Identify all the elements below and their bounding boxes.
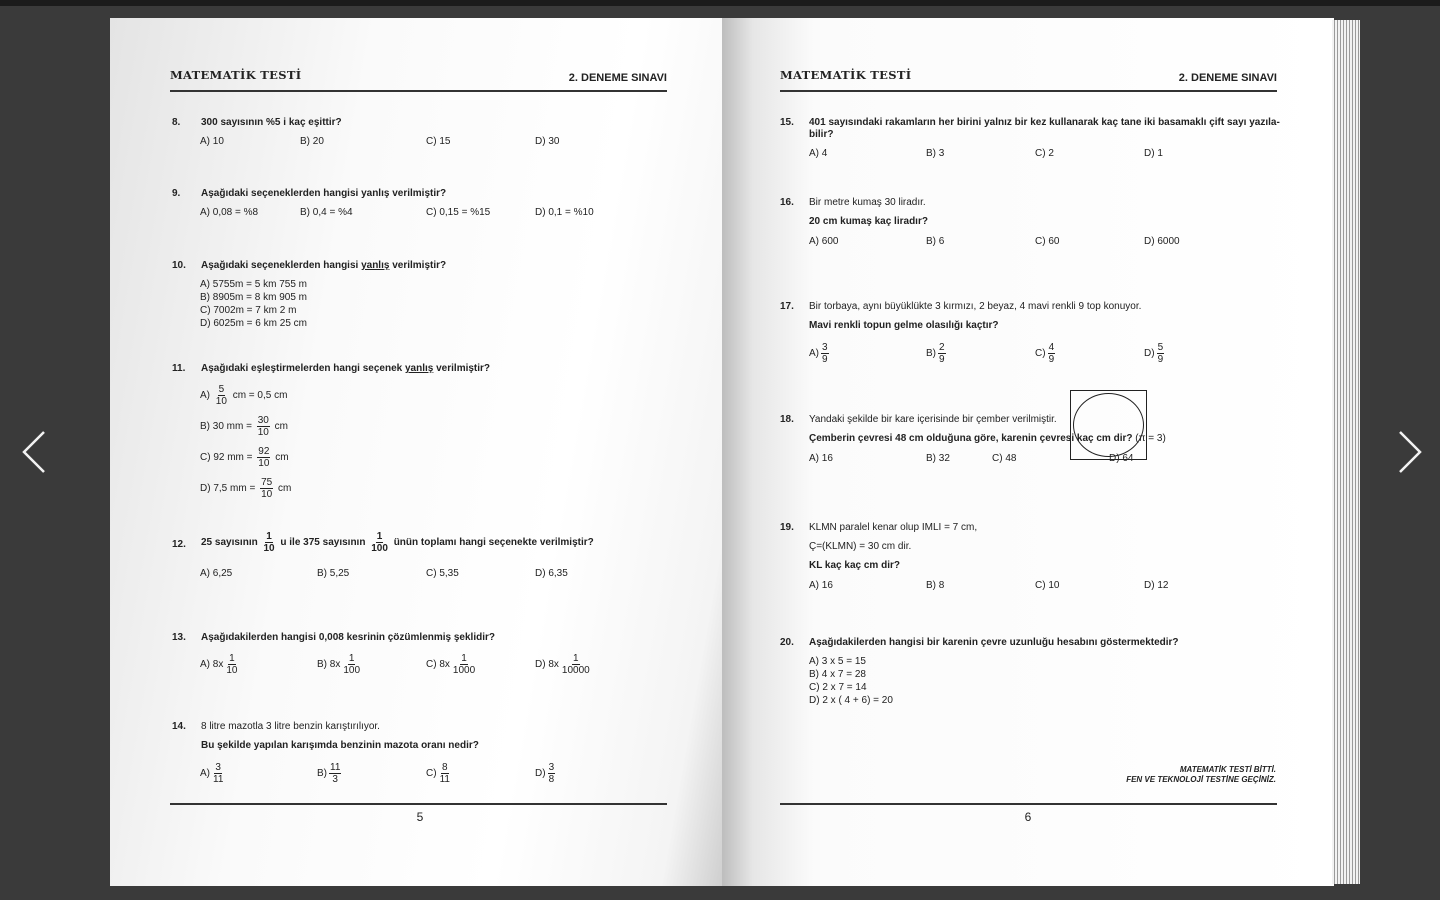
q18-option-c: C) 48 bbox=[992, 453, 1017, 464]
q9-option-c: C) 0,15 = %15 bbox=[426, 207, 491, 218]
q10-option-a: A) 5755m = 5 km 755 m bbox=[200, 279, 307, 290]
q15-option-c: C) 2 bbox=[1035, 148, 1054, 159]
q17-option-b: B) $\frac{2}{9}$ bbox=[926, 342, 945, 365]
q12-option-a: A) 6,25 bbox=[200, 568, 233, 579]
q10-option-d: D) 6025m = 6 km 25 cm bbox=[200, 318, 307, 329]
page-stack-edges bbox=[1332, 20, 1360, 884]
q17-option-a: A) $\frac{3}{9}$ bbox=[809, 342, 828, 365]
q19-option-a: A) 16 bbox=[809, 580, 833, 591]
q11-option-a: A) $\frac{5}{10}$ cm = 0,5 cm bbox=[200, 384, 288, 407]
question-12: 12. 25 sayısının $\frac{1}{10}$ u ile 375 sayısının $\frac{1}{100}$ ünün toplamı hangi seçenekte verilmiştir? bbox=[172, 531, 594, 554]
q15-option-d: D) 1 bbox=[1144, 148, 1163, 159]
q14-option-b: B) $\frac{11}{3}$ bbox=[317, 762, 341, 785]
next-page-arrow-icon[interactable] bbox=[1398, 430, 1422, 474]
q8-option-d: D) 30 bbox=[535, 136, 560, 147]
q18-option-d: D) 64 bbox=[1109, 453, 1134, 464]
page-header bbox=[170, 68, 667, 92]
q20-option-d: D) 2 x ( 4 + 6) = 20 bbox=[809, 695, 893, 706]
q17-option-c: C) $\frac{4}{9}$ bbox=[1035, 342, 1055, 365]
square-with-circle-figure bbox=[1070, 390, 1147, 460]
header-title: MATEMATİK TESTİ bbox=[780, 68, 912, 82]
q16-option-d: D) 6000 bbox=[1144, 236, 1180, 247]
q18-option-a: A) 16 bbox=[809, 453, 833, 464]
q9-option-d: D) 0,1 = %10 bbox=[535, 207, 594, 218]
q17-option-d: D) $\frac{5}{9}$ bbox=[1144, 342, 1164, 365]
q13-option-d: D) 8x $\frac{1}{10000}$ bbox=[535, 653, 590, 676]
left-page[interactable]: MATEMATİK TESTİ 2. DENEME SINAVI 8. 300 sayısının %5 i kaç eşittir? A) 10 B) 20 C) 15 D) 30 9. Aşağıdaki seçeneklerden hangisi yanlış verilmiştir? A) 0,08 = %8 B) 0,4 = %4 C) 0,15 = %15 D) 0,1 = %10 10. Aşağıdaki seçeneklerden hangisi yanlış verilmiştir? A) 5755m = 5 km 755 m B) 8905m = 8 km 905 m C) 7002m = 7 km 2 m D) 6025m = 6 km 25 cm 11. Aşağıdaki eşleştirmelerden hangi seçenek yanlış verilmiştir? A) $\frac{5}{10}$ cm = 0,5 cm B) 30 mm = $\frac{30}{10}$ cm C) 92 mm = $\frac{92}{10}$ cm D) 7,5 mm = $\frac{75}{10}$ cm 12. 25 sayısının $\frac{1}{10}$ u ile 375 sayısının $\frac{1}{100}$ ünün toplamı hangi seçenekte verilmiştir? A) 6,25 B) 5,25 C) 5,35 D) 6,35 13. Aşağıdakilerden hangisi 0,008 kesrinin çözümlenmiş şeklidir? A) 8x $\frac{1}{10}$ B) 8x $\frac{1}{100}$ C) 8x $\frac{1}{1000}$ D) 8x $\frac{1}{10000}$ 14. 8 litre mazotla 3 litre benzin karıştırılıyor. Bu şekilde yapılan karışımda benzinin mazota oranı nedir? A) $\frac{3}{11}$ B) $\frac{11}{3}$ C) $\frac{8}{11}$ D) $\frac{3}{8}$ 5 bbox=[110, 18, 722, 886]
q18-option-b: B) 32 bbox=[926, 453, 950, 464]
q16-option-a: A) 600 bbox=[809, 236, 839, 247]
q19-option-b: B) 8 bbox=[926, 580, 945, 591]
page-number: 5 bbox=[416, 810, 424, 824]
q19-option-d: D) 12 bbox=[1144, 580, 1169, 591]
q11-option-d: D) 7,5 mm = $\frac{75}{10}$ cm bbox=[200, 477, 292, 500]
header-exam: 2. DENEME SINAVI bbox=[1178, 72, 1277, 84]
q12-option-b: B) 5,25 bbox=[317, 568, 350, 579]
q12-option-d: D) 6,35 bbox=[535, 568, 568, 579]
q11-option-b: B) 30 mm = $\frac{30}{10}$ cm bbox=[200, 415, 288, 438]
page-footer-rule bbox=[780, 803, 1277, 805]
q20-option-a: A) 3 x 5 = 15 bbox=[809, 656, 866, 667]
q16-option-c: C) 60 bbox=[1035, 236, 1060, 247]
q11-option-c: C) 92 mm = $\frac{92}{10}$ cm bbox=[200, 446, 289, 469]
q13-option-c: C) 8x $\frac{1}{1000}$ bbox=[426, 653, 476, 676]
q9-option-a: A) 0,08 = %8 bbox=[200, 207, 259, 218]
q12-option-c: C) 5,35 bbox=[426, 568, 459, 579]
q14-option-d: D) $\frac{3}{8}$ bbox=[535, 762, 555, 785]
q14-option-a: A) $\frac{3}{11}$ bbox=[200, 762, 224, 785]
q14-option-c: C) $\frac{8}{11}$ bbox=[426, 762, 450, 785]
header-title: MATEMATİK TESTİ bbox=[170, 68, 302, 82]
q16-option-b: B) 6 bbox=[926, 236, 945, 247]
q15-option-b: B) 3 bbox=[926, 148, 945, 159]
page-header bbox=[780, 68, 1277, 92]
q19-option-c: C) 10 bbox=[1035, 580, 1060, 591]
page-footer-rule bbox=[170, 803, 667, 805]
q20-option-b: B) 4 x 7 = 28 bbox=[809, 669, 866, 680]
q8-option-c: C) 15 bbox=[426, 136, 451, 147]
right-page[interactable]: MATEMATİK TESTİ 2. DENEME SINAVI 15. 401 sayısındaki rakamların her birini yalnız bir kez kullanarak kaç tane iki basamaklı çift sayı yazıla- bilir? A) 4 B) 3 C) 2 D) 1 16. Bir metre kumaş 30 liradır. 20 cm kumaş kaç liradır? A) 600 B) 6 C) 60 D) 6000 17. Bir torbaya, aynı büyüklükte 3 kırmızı, 2 beyaz, 4 mavi renkli 9 top konuyor. Mavi renkli topun gelme olasılığı kaçtır? A) $\frac{3}{9}$ B) $\frac{2}{9}$ C) $\frac{4}{9}$ D) $\frac{5}{9}$ 18. Yandaki şekilde bir kare içerisinde bir çember verilmiştir. Çemberin çevresi 48 cm olduğuna göre, karenin çevresi kaç cm dir? (π = 3) A) 16 B) 32 C) 48 D) 64 19. KLMN paralel kenar olup IMLI = 7 cm, Ç=(KLMN) = 30 cm dir. KL kaç kaç cm dir? A) 16 B) 8 C) 10 D) 12 20. Aşağıdakilerden hangisi bir karenin çevre uzunluğu hesabını göstermektedir? A) 3 x 5 = 15 B) 4 x 7 = 28 C) 2 x 7 = 14 D) 2 x ( 4 + 6) = 20 6 bbox=[722, 18, 1334, 886]
end-note: MATEMATİK TESTİ BİTTİ. FEN VE TEKNOLOJİ TESTİNE GEÇİNİZ. bbox=[1126, 765, 1276, 784]
book-viewer bbox=[110, 18, 1360, 886]
top-bar bbox=[0, 0, 1440, 6]
q20-option-c: C) 2 x 7 = 14 bbox=[809, 682, 867, 693]
q10-option-b: B) 8905m = 8 km 905 m bbox=[200, 292, 307, 303]
q8-option-a: A) 10 bbox=[200, 136, 224, 147]
q8-option-b: B) 20 bbox=[300, 136, 324, 147]
q15-option-a: A) 4 bbox=[809, 148, 828, 159]
q9-option-b: B) 0,4 = %4 bbox=[300, 207, 353, 218]
q13-option-a: A) 8x $\frac{1}{10}$ bbox=[200, 653, 238, 676]
header-exam: 2. DENEME SINAVI bbox=[568, 72, 667, 84]
page-number: 6 bbox=[1024, 810, 1032, 824]
q10-option-c: C) 7002m = 7 km 2 m bbox=[200, 305, 297, 316]
q13-option-b: B) 8x $\frac{1}{100}$ bbox=[317, 653, 361, 676]
previous-page-arrow-icon[interactable] bbox=[22, 430, 46, 474]
